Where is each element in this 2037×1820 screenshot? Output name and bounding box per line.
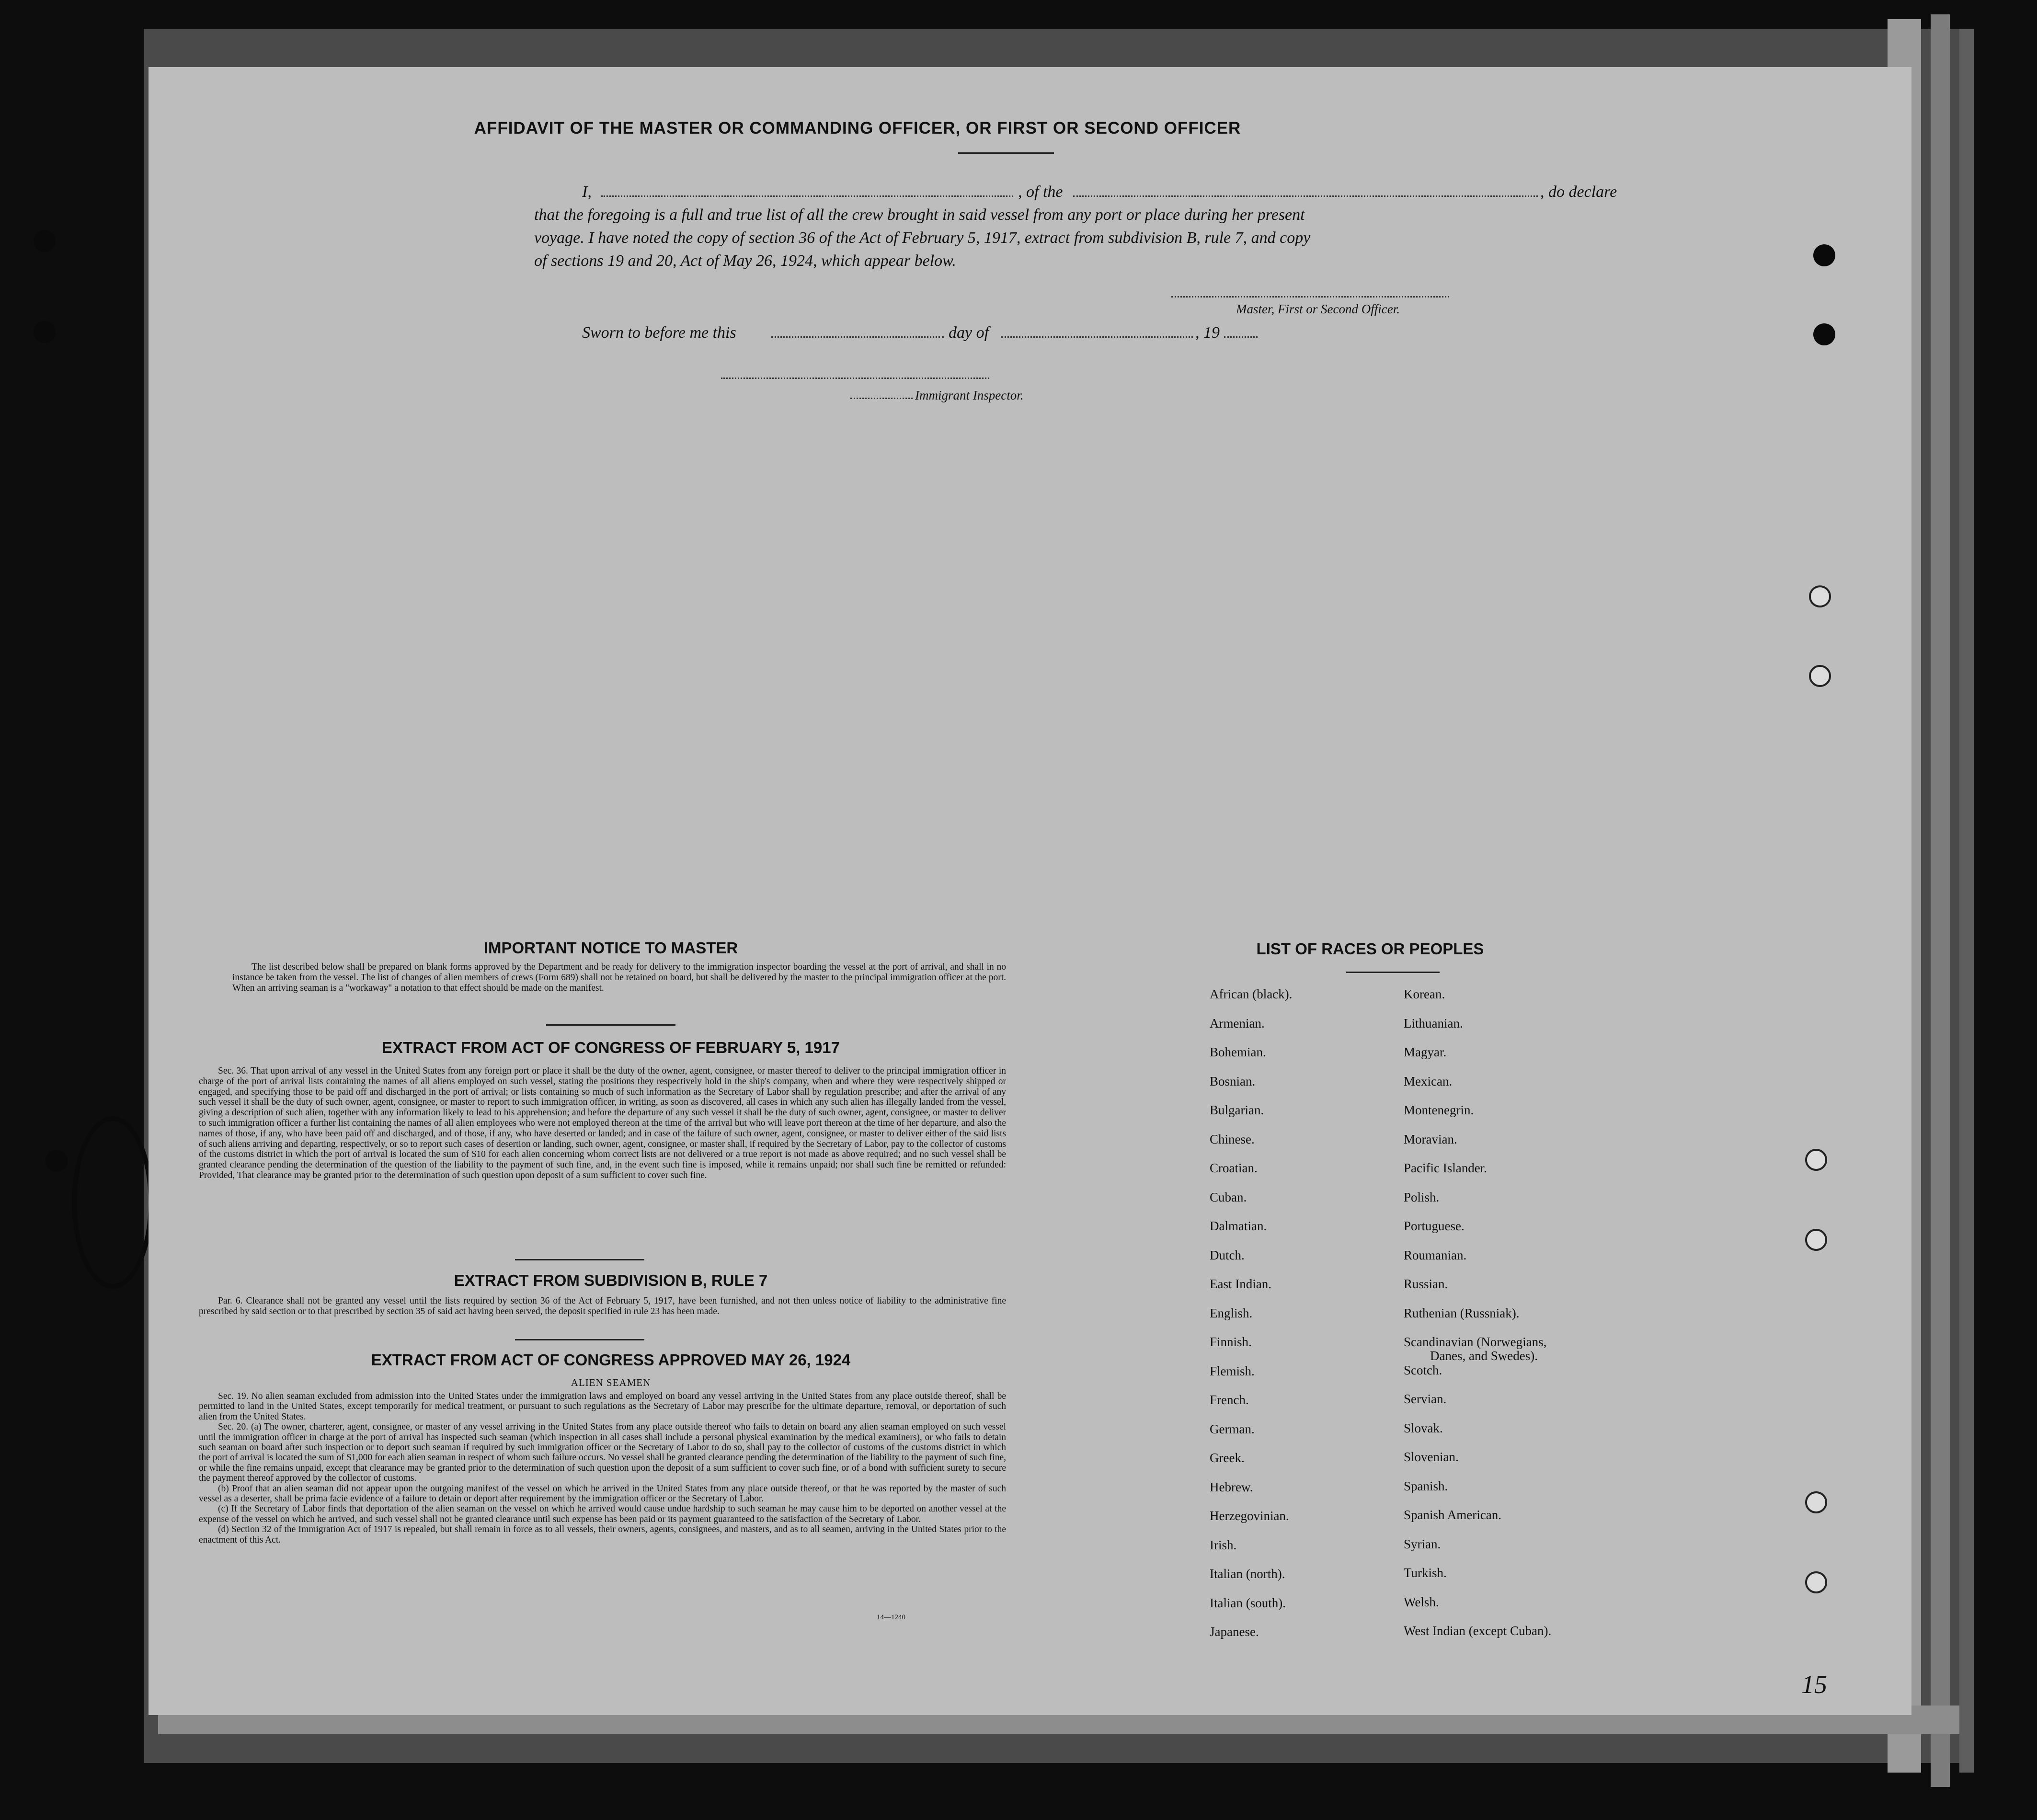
binder-hole [1813,244,1835,266]
sec-20d-paragraph: (d) Section 32 of the Immigration Act of 1917 is repealed, but shall remain in force as to all vessels, their owners, agents, consignees, and masters, and as to all seamen, arriving in the United States prior to the enactment of this Act. [199,1524,1006,1545]
sworn-line-end: , 19 [1195,324,1220,342]
race-item: Slovenian. [1404,1450,1459,1464]
inspector-caption-dots [850,398,913,399]
inspector-signature-blank [721,378,989,379]
race-item: Hebrew. [1210,1479,1253,1494]
page-edge [1959,29,1974,1773]
title-rule [958,152,1054,154]
extract-1917-title: EXTRACT FROM ACT OF CONGRESS OF FEBRUARY 5, 1917 [382,1039,840,1056]
binder-hole [1809,585,1831,607]
race-item: Cuban. [1210,1190,1247,1204]
day-blank [771,336,944,338]
binder-hole [1805,1571,1827,1593]
sec-20a-paragraph: Sec. 20. (a) The owner, charterer, agent, consignee, or master of any vessel arriving in the United States from any place outside thereof who fails to detain on board any alien seaman employed on such vessel until the immigration officer in charge at the port of arrival has inspected such seaman (which inspection in all cases shall include a personal physical examination by the medical examiners), or who fails to detain such seaman on board after such inspection or to deport such seaman if required by such immigration officer or the Secretary of Labor to do so, shall pay to the collector of customs of the customs district in which the port of arrival is located the sum of $1,000 for each alien seaman in respect of whom such failure occurs. No vessel shall be granted clearance pending the determination of the liability to the payment of such fine, or while the fine remains unpaid, except that clearance may be granted prior to the determination of such question upon the deposit of a sum sufficient to cover such fine, or of a bond with sufficient surety to secure the payment thereof approved by the collector of customs. [199,1422,1006,1484]
race-item: Danes, and Swedes). [1430,1348,1538,1363]
extract-1917-text [199,1066,1006,1181]
binder-hole [1805,1229,1827,1251]
race-item: Scotch. [1404,1362,1442,1377]
race-item: Lithuanian. [1404,1016,1463,1030]
races-right-column [1404,987,1551,1653]
notice-title: IMPORTANT NOTICE TO MASTER [483,939,738,957]
races-left-column [1210,987,1292,1654]
affidavit-line-1-end: , do declare [1540,183,1617,201]
extract-1924-text [199,1391,1006,1545]
race-item: Armenian. [1210,1016,1265,1030]
race-item: Flemish. [1210,1363,1255,1378]
alien-seamen-subtitle: ALIEN SEAMEN [571,1377,651,1388]
binder-hole [34,321,56,343]
affidavit-line-2: that the foregoing is a full and true list of all the crew brought in said vessel from any port or place during her present [534,206,1305,224]
par-6-paragraph: Par. 6. Clearance shall not be granted any vessel until the lists required by section 36 of the Act of February 5, 1917, have been furnished, and not then unless notice of liability to the administrative fine prescribed by said section or to that prescribed by section 35 of said act having been served, the deposit specified in rule 23 has been made. [199,1296,1006,1316]
race-item: Irish. [1210,1537,1237,1552]
race-item: Dalmatian. [1210,1219,1267,1233]
race-item: African (black). [1210,987,1293,1001]
month-blank [1001,336,1193,338]
binder-hole [1813,323,1835,345]
notice-paragraph: The list described below shall be prepared on blank forms approved by the Department and be ready for delivery to the immigration inspector boarding the vessel at the port of arrival, and shall in no instance be taken from the vessel. The list of changes of alien members of crews (Form 689) shall not be retained on board, but shall be delivered by the master to the principal immigration officer at the port. When an arriving seaman is a "workaway" a notation to that effect should be made on the manifest. [232,962,1006,993]
race-item: Chinese. [1210,1132,1255,1146]
section-rule [515,1339,644,1340]
sec-20c-paragraph: (c) If the Secretary of Labor finds that deportation of the alien seaman on the vessel on which he arrived would cause undue hardship to such seaman he may cause him to be deported on another vessel at the expense of the vessel on which he arrived, and such vessel shall not be granted clearance until such expense has been paid or its payment guaranteed to the satisfaction of the Secretary of Labor. [199,1504,1006,1524]
affidavit-line-1-mid: , of the [1018,183,1063,201]
affidavit-title: AFFIDAVIT OF THE MASTER OR COMMANDING OFFICER, OR FIRST OR SECOND OFFICER [474,119,1241,137]
race-item: Finnish. [1210,1335,1252,1349]
race-item: Magyar. [1404,1045,1447,1059]
binder-hole [46,1150,68,1172]
race-item: Spanish. [1404,1478,1448,1493]
page-edge [1931,14,1950,1787]
race-item: Pacific Islander. [1404,1161,1487,1175]
sworn-line-start: Sworn to before me this [582,324,736,342]
form-number: 14—1240 [877,1614,905,1621]
binder-ring [72,1116,153,1289]
binder-hole [1805,1491,1827,1513]
binder-hole [1809,665,1831,687]
race-item: Ruthenian (Russniak). [1404,1305,1520,1320]
vessel-blank [1073,195,1538,197]
binder-hole [1805,1149,1827,1171]
race-item: Bohemian. [1210,1045,1266,1059]
race-item: Spanish American. [1404,1508,1501,1522]
race-item: Mexican. [1404,1074,1453,1088]
race-item: Montenegrin. [1404,1103,1474,1117]
signature-blank [1171,296,1449,298]
form-page [149,67,1911,1715]
race-item: Croatian. [1210,1161,1258,1175]
extract-rule7-text [199,1296,1006,1317]
race-item: English. [1210,1305,1253,1320]
sec-19-paragraph: Sec. 19. No alien seaman excluded from admission into the United States under the immigration laws and employed on board any vessel arriving in the United States from any place outside thereof, shall be permitted to land in the United States, except temporarily for medical treatment, or pursuant to such regulations as the Secretary of Labor may prescribe for the ultimate departure, removal, or deportation of such alien from the United States. [199,1391,1006,1422]
race-item: Portuguese. [1404,1219,1465,1233]
race-item: Greek. [1210,1451,1245,1465]
races-rule [1346,972,1440,973]
sec-36-paragraph: Sec. 36. That upon arrival of any vessel in the United States from any foreign port or place it shall be the duty of the owner, agent, consignee, or master thereof to deliver to the principal immigration officer in charge of the port of arrival lists containing the names of all aliens employed on such vessel, stating the positions they respectively hold in the ship's company, when and where they were respectively shipped or engaged, and specifying those to be paid off and discharged in the port of arrival; or lists containing so much of such information as the Secretary of Labor shall by regulation prescribe; and after the arrival of any such vessel it shall be the duty of such owner, agent, consignee, or master to report to such immigration officer, in writing, as soon as discovered, all cases in which any such alien has illegally landed from the vessel, giving a description of such alien, together with any information likely to lead to his apprehension; and before the departure of any such vessel it shall be the duty of such owner, agent, consignee, or master to deliver to such immigration officer a further list containing the names of all alien employees who were not employed thereon at the time of the arrival but who will leave port thereon at the time of her departure, and also the names of those, if any, who have been paid off and discharged, and of those, if any, who have deserted or landed; and in case of the failure of such owner, agent, consignee, or master to deliver either of the said lists of such aliens arriving and departing, respectively, or so to report such cases of desertion or landing, such owner, agent, consignee, or master shall, if required by the Secretary of Labor, pay to the collector of customs of the customs district in which the port of arrival is located the sum of $10 for each alien concerning whom correct lists are not delivered or a true report is not made as above required; and no such vessel shall be granted clearance pending the determination of the question of the liability to the payment of such fine, and, in the event such fine is imposed, while it remains unpaid; nor shall such fine be remitted or refunded: Provided, That clearance may be granted prior to the determination of such question upon deposit of a sum sufficient to cover such fine. [199,1066,1006,1180]
races-title: LIST OF RACES OR PEOPLES [1256,940,1484,958]
affidavit-line-3: voyage. I have noted the copy of section 36 of the Act of February 5, 1917, extract from subdivision B, rule 7, and copy [534,229,1311,247]
race-item: Roumanian. [1404,1248,1467,1262]
year-blank [1224,336,1258,338]
section-rule [515,1259,644,1260]
name-blank [601,195,1013,197]
notice-text [232,962,1006,994]
race-item: Herzegovinian. [1210,1509,1289,1523]
section-rule [546,1024,675,1026]
race-item: Servian. [1404,1392,1447,1406]
race-item: Dutch. [1210,1248,1245,1262]
extract-1924-title: EXTRACT FROM ACT OF CONGRESS APPROVED MAY 26, 1924 [371,1351,851,1369]
race-item: West Indian (except Cuban). [1404,1624,1552,1638]
race-item: Italian (north). [1210,1567,1285,1581]
race-item: Korean. [1404,987,1445,1001]
race-item: Polish. [1404,1190,1440,1204]
handwritten-page-mark: 15 [1801,1670,1827,1699]
binder-hole [34,230,56,252]
race-item: Japanese. [1210,1625,1259,1639]
affidavit-line-4: of sections 19 and 20, Act of May 26, 1924, which appear below. [534,252,956,270]
race-item: Turkish. [1404,1566,1447,1580]
race-item: Bulgarian. [1210,1103,1264,1117]
inspector-caption: Immigrant Inspector. [915,388,1024,402]
race-item: Italian (south). [1210,1595,1286,1610]
race-item: Syrian. [1404,1536,1441,1551]
race-item: German. [1210,1421,1255,1436]
race-item: Russian. [1404,1277,1448,1291]
race-item: East Indian. [1210,1277,1271,1291]
sec-20b-paragraph: (b) Proof that an alien seaman did not appear upon the outgoing manifest of the vessel on which he arrived in the United States from any place outside thereof, or that he was reported by the master of such vessel as a deserter, shall be prima facie evidence of a failure to detain or deport after requirement by the immigration officer or the Secretary of Labor. [199,1483,1006,1504]
race-item: French. [1210,1393,1249,1407]
race-item: Slovak. [1404,1420,1443,1435]
sworn-line-mid: day of [949,324,989,342]
master-caption: Master, First or Second Officer. [1236,302,1400,316]
race-item: Bosnian. [1210,1074,1256,1088]
race-item: Moravian. [1404,1132,1457,1146]
race-item: Welsh. [1404,1594,1439,1609]
extract-rule7-title: EXTRACT FROM SUBDIVISION B, RULE 7 [454,1271,768,1289]
affidavit-line-1-start: I, [582,183,592,201]
race-item: Scandinavian (Norwegians, [1404,1335,1547,1349]
